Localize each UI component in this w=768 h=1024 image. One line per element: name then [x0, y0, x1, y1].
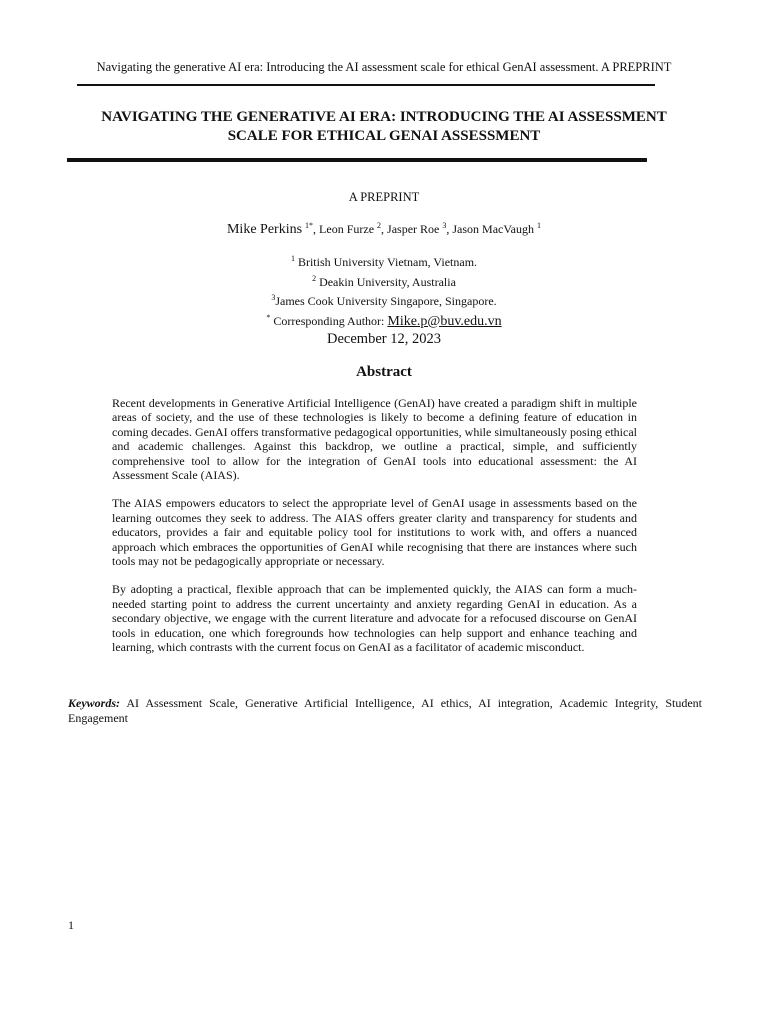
publication-date: December 12, 2023 [327, 331, 441, 347]
abstract-heading: Abstract [356, 364, 412, 380]
paper-title [60, 108, 708, 146]
paper-title-line2: SCALE FOR ETHICAL GENAI ASSESSMENT [227, 128, 541, 144]
affiliation-sup: 2 [312, 273, 317, 283]
author-name: Jasper Roe [387, 222, 440, 236]
affiliation [0, 251, 768, 271]
author-name: Jason MacVaugh [452, 222, 535, 236]
abstract-body [112, 396, 637, 669]
corresponding-email-link[interactable]: Mike.p@buv.edu.vn [387, 313, 502, 329]
abstract-paragraph: By adopting a practical, flexible approach that can be implemented quickly, the AIAS can form a much-needed starting point to address the current uncertainty and anxiety regarding GenAI in education. As a secondary objective, we engage with the current literature and advocate for a refocused discourse on GenAI tools in education, one which foregrounds how technologies can help support and enhance teaching and learning, which contrasts with the current focus on GenAI as a facilitator of academic misconduct. [112, 582, 637, 655]
affiliations [0, 251, 768, 329]
keywords-label: Keywords: [68, 696, 120, 710]
page-number: 1 [68, 918, 74, 932]
affiliation [0, 271, 768, 291]
title-rule-top [77, 84, 655, 86]
author-list: Mike Perkins $^{1*}$, Leon Furze $^2$, Jasper Roe $^3$, Jason MacVaugh $^1$ [226, 221, 542, 237]
corresponding-label: Corresponding Author: [273, 313, 385, 328]
running-header: Navigating the generative AI era: Introducing the AI assessment scale for ethical GenAI assessment. A PREPRINT [96, 60, 672, 74]
affiliation-sup: 1 [290, 254, 295, 263]
affiliation-text: Deakin University, Australia [319, 274, 456, 289]
corresponding-sup: * [266, 312, 271, 322]
affiliation-sup: 3 [271, 293, 276, 302]
preprint-label: A PREPRINT [348, 190, 420, 204]
keywords [68, 696, 702, 726]
title-rule-bottom [67, 158, 647, 162]
affiliation [0, 290, 768, 310]
author-sup: 3 [442, 221, 447, 230]
author-sup: 2 [377, 221, 382, 230]
affiliation-text: British University Vietnam, Vietnam. [297, 255, 478, 269]
corresponding-author [0, 310, 768, 330]
author-name: Leon Furze [319, 222, 375, 236]
affiliation-text: James Cook University Singapore, Singapore. [275, 294, 497, 308]
keywords-text: AI Assessment Scale, Generative Artificial Intelligence, AI ethics, AI integration, Academic Integrity, Student Engagement [68, 696, 702, 725]
abstract-paragraph: Recent developments in Generative Artificial Intelligence (GenAI) have created a paradigm shift in multiple areas of society, and the use of these technologies is likely to become a defining feature of education in coming decades. GenAI offers transformative pedagogical opportunities, while simultaneously posing ethical and academic challenges. Against this backdrop, we outline a practical, simple, and sufficiently comprehensive tool to allow for the integration of GenAI tools into educational assessment: the AI Assessment Scale (AIAS). [112, 396, 637, 483]
author-sup: 1* [305, 221, 314, 230]
author-sup: 1 [537, 221, 542, 230]
abstract-paragraph: The AIAS empowers educators to select the appropriate level of GenAI usage in assessments based on the learning outcomes they seek to address. The AIAS offers greater clarity and transparency for students and educators, provides a fair and equitable policy tool for institutions to work with, and offers a nuanced approach which embraces the opportunities of GenAI while recognising that there are instances where such tools may not be pedagogically appropriate or necessary. [112, 496, 637, 569]
author-name: Mike Perkins [226, 222, 303, 237]
paper-title-line1: NAVIGATING THE GENERATIVE AI ERA: INTRODUCING THE AI ASSESSMENT [101, 109, 667, 125]
